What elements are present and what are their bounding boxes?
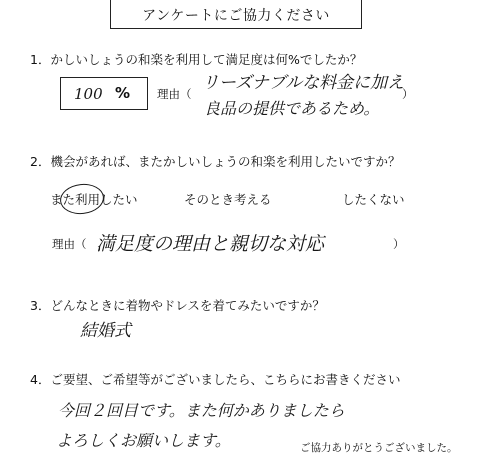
question-1-label: 1．かしいしょうの和楽を利用して満足度は何%でしたか？	[30, 52, 363, 67]
question-1-reason-line1: リーズナブルな料金に加え	[202, 73, 405, 93]
question-1-reason-label: 理由（	[157, 87, 192, 101]
question-1-reason-line2: 良品の提供であるため。	[204, 99, 380, 118]
option-use-again[interactable]: また利用したい	[50, 192, 138, 207]
satisfaction-value: 100	[74, 85, 103, 103]
question-2-reason-close: ）	[393, 237, 405, 251]
option-consider[interactable]: そのとき考える	[184, 192, 272, 207]
title-box	[110, 0, 362, 29]
question-3-answer: 結婚式	[80, 321, 131, 341]
question-4-label: 4．ご要望、ご希望等がございましたら、こちらにお書きください	[30, 372, 401, 387]
satisfaction-unit: %	[115, 84, 131, 102]
option-no[interactable]: したくない	[342, 192, 405, 207]
question-3-label: 3．どんなときに着物やドレスを着てみたいですか？	[30, 298, 325, 313]
question-1-reason-close: ）	[402, 87, 414, 101]
thanks-note: ご協力ありがとうございました。	[300, 442, 458, 454]
survey-title: アンケートにご協力ください	[142, 8, 330, 24]
question-4-answer-line1: 今回２回目です。また何かありましたら	[58, 401, 345, 420]
question-2-label: 2．機会があれば、またかしいしょうの和楽を利用したいですか？	[30, 154, 401, 169]
question-2-reason-label: 理由（	[52, 237, 87, 251]
question-2-reason-answer: 満足度の理由と親切な対応	[96, 233, 325, 255]
question-4-answer-line2: よろしくお願いします。	[56, 431, 231, 450]
